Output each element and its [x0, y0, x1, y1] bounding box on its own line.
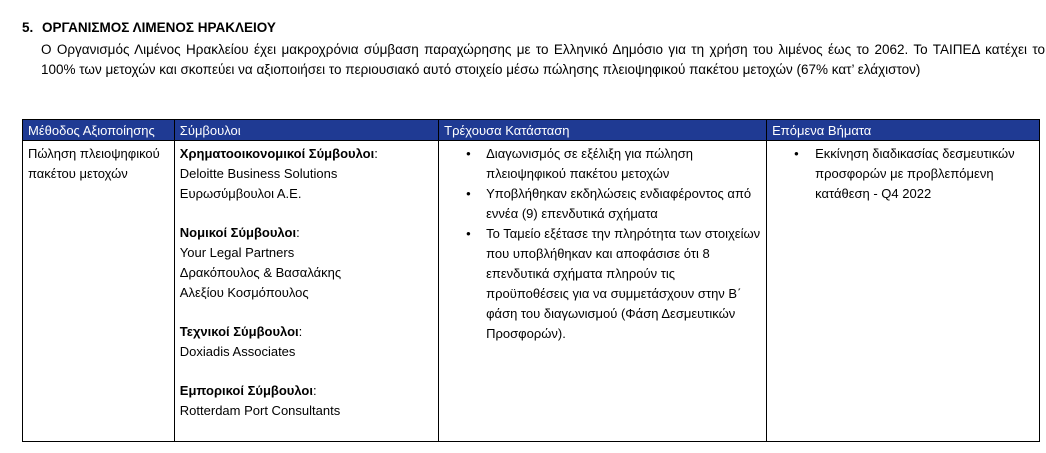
next-steps-list — [772, 144, 1034, 204]
status-cell — [439, 141, 767, 442]
bullet-icon: • — [466, 226, 471, 241]
section-heading — [22, 20, 276, 35]
list-item-text: Υποβλήθηκαν εκδηλώσεις ενδιαφέροντος από εννέα (9) επενδυτικά σχήματα — [486, 186, 752, 221]
list-item — [772, 144, 1034, 204]
advisor-group — [180, 223, 433, 303]
next-steps-cell — [767, 141, 1040, 442]
bullet-icon: • — [794, 146, 799, 161]
advisor-name: Δρακόπουλος & Βασαλάκης — [179, 265, 342, 280]
status-list — [444, 144, 761, 344]
list-item — [444, 184, 761, 224]
advisor-name: Doxiadis Associates — [179, 344, 296, 359]
bullet-icon: • — [466, 186, 471, 201]
advisor-name: Your Legal Partners — [179, 245, 295, 260]
list-item-text: Εκκίνηση διαδικασίας δεσμευτικών προσφορών με προβλεπόμενη κατάθεση - Q4 2022 — [815, 146, 1015, 201]
section-number: 5. — [22, 20, 34, 35]
header-next-steps: Επόμενα Βήματα — [767, 120, 1040, 141]
list-item — [444, 224, 761, 344]
advisor-group — [180, 144, 433, 204]
advisors-list — [180, 144, 433, 421]
advisor-group — [180, 381, 433, 421]
advisors-cell — [174, 141, 438, 442]
advisor-group-title: Νομικοί Σύμβουλοι — [179, 225, 297, 240]
header-method: Μέθοδος Αξιοποίησης — [23, 120, 175, 141]
advisor-title-colon: : — [374, 146, 378, 161]
privatization-table — [22, 119, 1040, 442]
method-cell: Πώληση πλειοψηφικού πακέτου μετοχών — [23, 141, 175, 442]
section-intro: Ο Οργανισμός Λιμένος Ηρακλείου έχει μακροχρόνια σύμβαση παραχώρησης με το Ελληνικό Δημόσιο για τη χρήση του λιμένος έως το 2062. Το ΤΑΙΠΕΔ κατέχει το 100% των μετοχών και σκοπεύει να αξιοποιήσει το περιουσιακό αυτό στοιχείο μέσω πώλησης πλειοψηφικού πακέτου μετοχών (67% κατ’ ελάχιστον) — [41, 42, 1045, 77]
advisor-title-colon: : — [298, 324, 303, 339]
advisor-group-title: Εμπορικοί Σύμβουλοι — [179, 383, 313, 398]
advisor-name: Rotterdam Port Consultants — [179, 403, 341, 418]
advisor-name: Deloitte Business Solutions Ευρωσύμβουλοι Α.Ε. — [179, 166, 338, 201]
table-header-row — [23, 120, 1040, 141]
header-advisors: Σύμβουλοι — [174, 120, 438, 141]
advisor-title-colon: : — [312, 383, 317, 398]
advisor-title-colon: : — [296, 225, 300, 240]
list-item — [444, 144, 761, 184]
header-status: Τρέχουσα Κατάσταση — [439, 120, 767, 141]
advisor-name: Αλεξίου Κοσμόπουλος — [179, 285, 309, 300]
list-item-text: Διαγωνισμός σε εξέλιξη για πώληση πλειοψηφικού πακέτου μετοχών — [486, 146, 693, 181]
advisor-group-title: Χρηματοοικονομικοί Σύμβουλοι — [179, 146, 375, 161]
list-item-text: Το Ταμείο εξέτασε την πληρότητα των στοιχείων που υποβλήθηκαν και αποφάσισε ότι 8 επενδυτικά σχήματα πληρούν τις προϋποθέσεις για να συμμετάσχουν στην Β΄ φάση του διαγωνισμού (Φάση Δεσμευτικών Προσφορών). — [486, 226, 761, 341]
advisor-group — [180, 322, 433, 362]
advisor-group-title: Τεχνικοί Σύμβουλοι — [179, 324, 299, 339]
bullet-icon: • — [466, 146, 471, 161]
table-row — [23, 141, 1040, 442]
section-title: ΟΡΓΑΝΙΣΜΟΣ ΛΙΜΕΝΟΣ ΗΡΑΚΛΕΙΟΥ — [42, 20, 276, 35]
